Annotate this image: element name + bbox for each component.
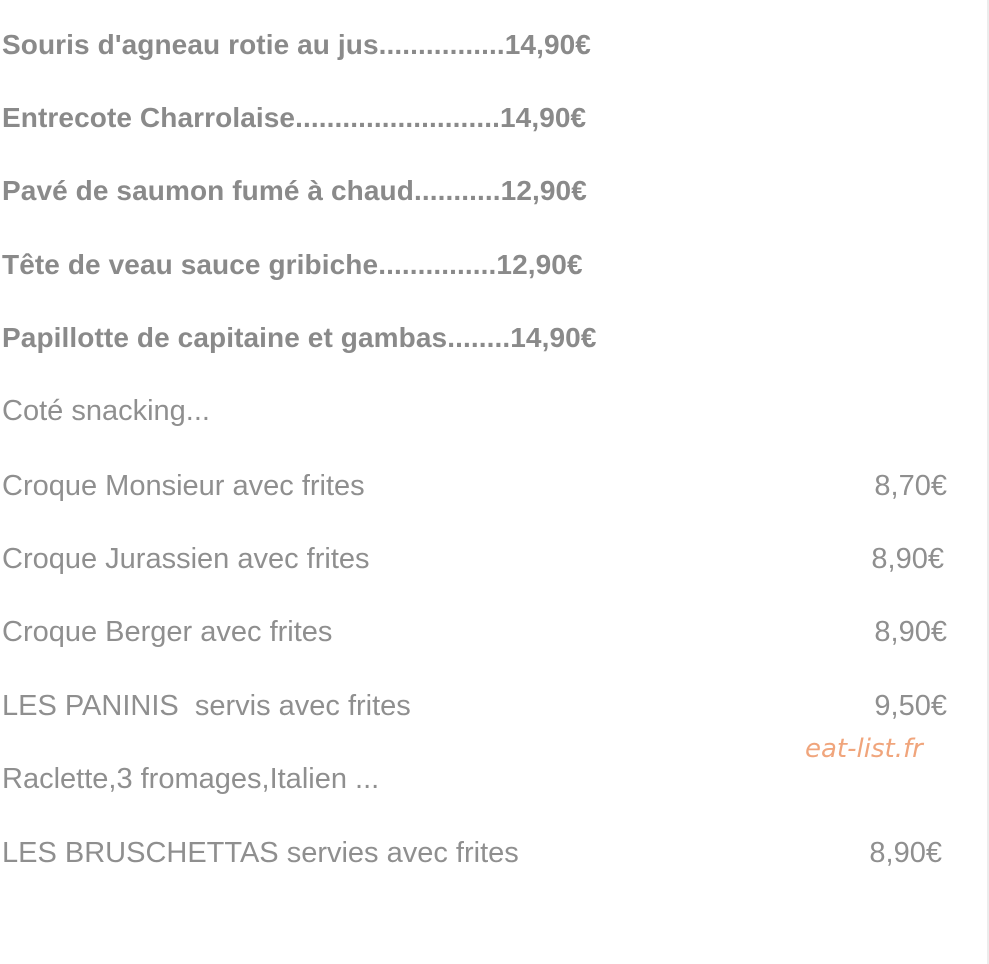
- special-item: [2, 102, 586, 134]
- snack-name: LES BRUSCHETTAS servies avec frites: [2, 837, 519, 869]
- special-item: [2, 175, 587, 207]
- snack-name: Croque Monsieur avec frites: [2, 470, 365, 502]
- snack-price: 8,90€: [871, 543, 944, 575]
- special-item: [2, 249, 583, 281]
- special-name: Souris d'agneau rotie au jus: [2, 29, 379, 60]
- special-price: 12,90€: [500, 175, 587, 206]
- special-item: [2, 322, 597, 354]
- special-price: 14,90€: [510, 322, 597, 353]
- special-name: Entrecote Charrolaise: [2, 102, 296, 133]
- snack-price: 8,70€: [874, 470, 947, 502]
- special-item: [2, 29, 591, 61]
- special-name: Tête de veau sauce gribiche: [2, 249, 379, 280]
- panini-flavors: Raclette,3 fromages,Italien ...: [2, 763, 380, 795]
- dot-leader: ........: [447, 322, 511, 353]
- dot-leader: ...........: [413, 175, 501, 206]
- section-heading-snacking: Coté snacking...: [2, 395, 210, 427]
- special-name: Papillotte de capitaine et gambas: [2, 322, 448, 353]
- dot-leader: ..........................: [295, 102, 500, 133]
- dot-leader: ...............: [378, 249, 497, 280]
- special-price: 14,90€: [504, 29, 591, 60]
- special-price: 14,90€: [499, 102, 587, 133]
- snack-price: 8,90€: [874, 616, 947, 648]
- snack-name: Croque Jurassien avec frites: [2, 543, 370, 575]
- snack-name: Croque Berger avec frites: [2, 616, 333, 648]
- dot-leader: ................: [378, 29, 505, 60]
- snack-name: LES PANINIS servis avec frites: [2, 690, 411, 722]
- special-name: Pavé de saumon fumé à chaud: [2, 175, 414, 206]
- watermark-logo: eat-list.fr: [805, 734, 923, 764]
- snack-price: 8,90€: [869, 837, 942, 869]
- special-price: 12,90€: [496, 249, 583, 280]
- snack-price: 9,50€: [874, 690, 947, 722]
